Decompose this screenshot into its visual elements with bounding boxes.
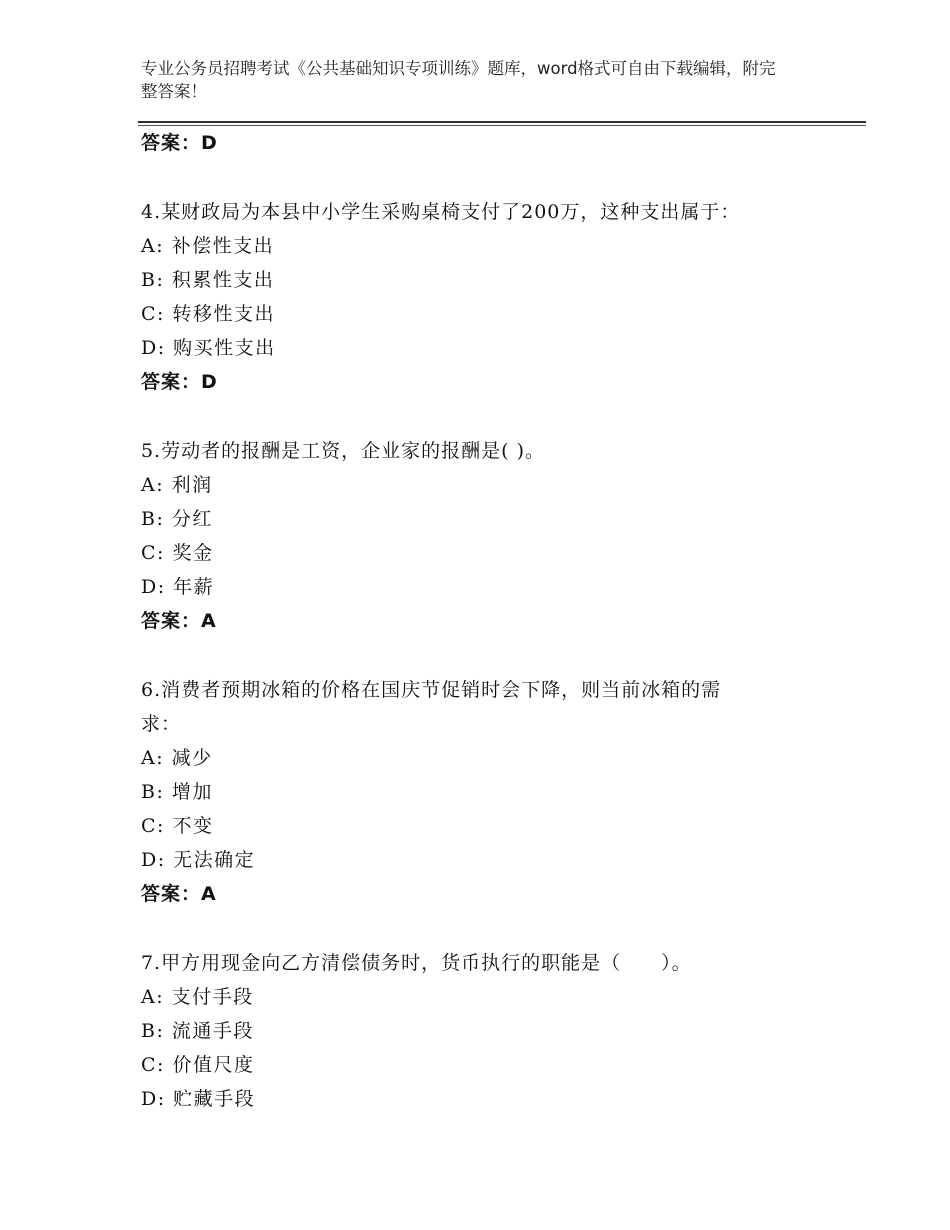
question-5-option-b: B: 分红 (141, 508, 213, 530)
header-rule-thin (138, 125, 866, 126)
question-5-option-a: A: 利润 (141, 474, 213, 496)
question-6-answer: 答案：A (141, 883, 217, 905)
question-4-option-a: A: 补偿性支出 (141, 235, 275, 257)
question-4-stem: 4.某财政局为本县中小学生采购桌椅支付了200万，这种支出属于： (141, 201, 741, 223)
question-7-stem: 7.甲方用现金向乙方清偿债务时，货币执行的职能是（ ）。 (141, 952, 692, 974)
question-7-option-a: A: 支付手段 (141, 986, 254, 1008)
header-rule-thick (138, 121, 866, 123)
question-5-stem: 5.劳动者的报酬是工资，企业家的报酬是( )。 (141, 440, 545, 462)
question-4-option-d: D: 购买性支出 (141, 337, 276, 359)
question-5-option-c: C: 奖金 (141, 542, 214, 564)
question-4-option-c: C: 转移性支出 (141, 303, 275, 325)
question-4-answer: 答案：D (141, 371, 218, 393)
question-6-option-a: A: 减少 (141, 747, 213, 769)
question-4-option-b: B: 积累性支出 (141, 269, 275, 291)
question-7-option-c: C: 价值尺度 (141, 1054, 255, 1076)
question-6-stem-line2: 求： (141, 713, 182, 735)
question-5-answer: 答案：A (141, 610, 217, 632)
question-6-stem-line1: 6.消费者预期冰箱的价格在国庆节促销时会下降，则当前冰箱的需 (141, 679, 722, 701)
question-7-option-d: D: 贮藏手段 (141, 1088, 256, 1110)
question-6-option-c: C: 不变 (141, 815, 214, 837)
document-header: 专业公务员招聘考试《公共基础知识专项训练》题库，word格式可自由下载编辑，附完整答案！ (141, 59, 776, 101)
answer-q3: 答案：D (141, 132, 218, 154)
question-6-option-d: D: 无法确定 (141, 849, 256, 871)
question-7-option-b: B: 流通手段 (141, 1020, 254, 1042)
question-6-option-b: B: 增加 (141, 781, 213, 803)
question-5-option-d: D: 年薪 (141, 576, 215, 598)
